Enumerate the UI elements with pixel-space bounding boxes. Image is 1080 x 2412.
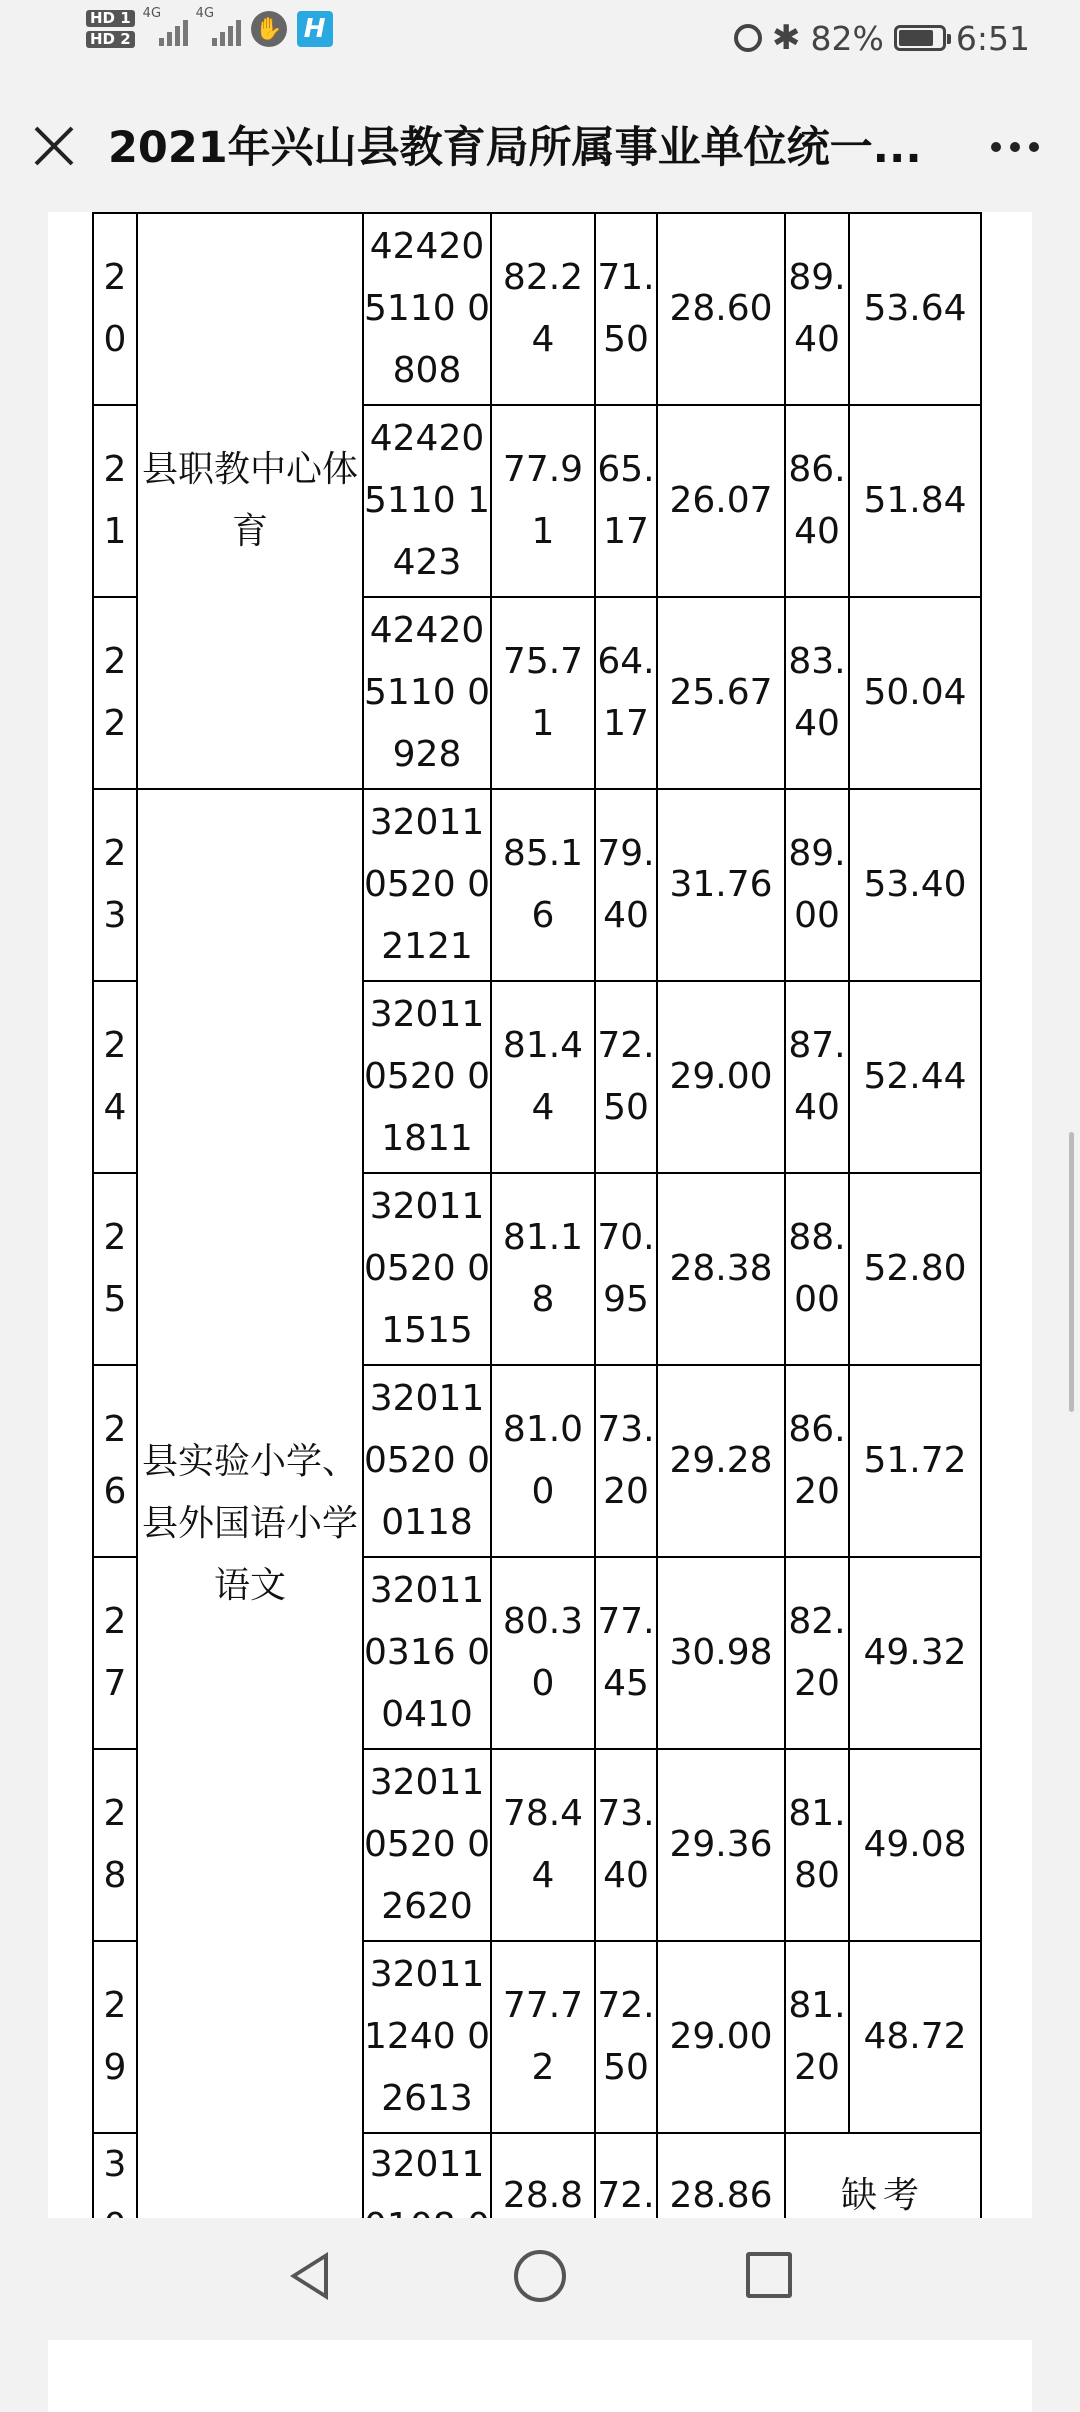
exam-id-cell: 320110520 01515 <box>363 1173 491 1365</box>
total-cell: 49.32 <box>849 1557 981 1749</box>
exam-id-cell: 320110520 01811 <box>363 981 491 1173</box>
total-cell: 50.04 <box>849 597 981 789</box>
page-title: 2021年兴山县教育局所属事业单位统一... <box>108 123 922 173</box>
absent-cell: 缺考 <box>785 2133 981 2259</box>
score-c-cell: 28.38 <box>657 1173 785 1365</box>
exam-id-cell: 424205110 0808 <box>363 213 491 405</box>
total-cell: 52.44 <box>849 981 981 1173</box>
article-content[interactable] <box>0 212 1080 2218</box>
app-notification-icon: H <box>297 11 333 47</box>
signal-1-icon: 4G <box>145 12 188 46</box>
clock: 6:51 <box>955 18 1030 58</box>
score-c-cell: 28.86 <box>657 2133 785 2259</box>
score-d-cell: 86.20 <box>785 1365 849 1557</box>
total-cell: 53.64 <box>849 213 981 405</box>
score-a-cell: 77.72 <box>491 1941 595 2133</box>
battery-percent: 82% <box>810 18 884 58</box>
score-a-cell: 85.16 <box>491 789 595 981</box>
score-c-cell: 29.28 <box>657 1365 785 1557</box>
score-a-cell: 28.8 <box>491 2133 595 2259</box>
score-c-cell: 30.98 <box>657 1557 785 1749</box>
navigation-bar <box>0 2218 1080 2340</box>
battery-icon <box>894 25 946 51</box>
bluetooth-icon: ✱ <box>772 18 801 58</box>
sim1-badge: HD 1 <box>86 10 135 27</box>
total-cell: 48.72 <box>849 1941 981 2133</box>
score-a-cell: 77.91 <box>491 405 595 597</box>
exam-id-cell: 320110316 00410 <box>363 1557 491 1749</box>
status-bar <box>0 0 1080 82</box>
row-number-cell: 3 <box>93 2133 137 2259</box>
score-a-cell: 81.18 <box>491 1173 595 1365</box>
score-a-cell: 80.30 <box>491 1557 595 1749</box>
score-c-cell: 29.36 <box>657 1749 785 1941</box>
alarm-icon <box>734 24 762 52</box>
score-d-cell: 89.00 <box>785 789 849 981</box>
score-table <box>92 212 982 2260</box>
exam-id-cell: 320111240 02613 <box>363 1941 491 2133</box>
row-number-cell: 20 <box>93 213 137 405</box>
scrollbar[interactable] <box>1069 1132 1074 1412</box>
score-a-cell: 78.44 <box>491 1749 595 1941</box>
score-d-cell: 88.00 <box>785 1173 849 1365</box>
score-a-cell: 81.44 <box>491 981 595 1173</box>
row-number-cell: 23 <box>93 789 137 981</box>
privacy-hand-icon: ✋ <box>251 11 287 47</box>
exam-id-cell: 424205110 0928 <box>363 597 491 789</box>
unit-cell: 县实验小学、县外国语小学语文 <box>137 789 363 2259</box>
row-number-cell: 21 <box>93 405 137 597</box>
score-c-cell: 29.00 <box>657 1941 785 2133</box>
exam-id-cell: 320110520 00118 <box>363 1365 491 1557</box>
score-d-cell: 87.40 <box>785 981 849 1173</box>
recent-apps-icon[interactable] <box>746 2252 792 2298</box>
title-bar <box>0 82 1080 212</box>
score-b-cell: 71.50 <box>595 213 657 405</box>
sim2-badge: HD 2 <box>86 31 135 48</box>
score-a-cell: 75.71 <box>491 597 595 789</box>
score-b-cell: 70.95 <box>595 1173 657 1365</box>
score-c-cell: 31.76 <box>657 789 785 981</box>
score-b-cell: 65.17 <box>595 405 657 597</box>
score-b-cell: 64.17 <box>595 597 657 789</box>
score-b-cell: 72. <box>595 2133 657 2259</box>
table-row <box>93 213 981 405</box>
total-cell: 53.40 <box>849 789 981 981</box>
score-d-cell: 86.40 <box>785 405 849 597</box>
total-cell: 49.08 <box>849 1749 981 1941</box>
row-number-cell: 29 <box>93 1941 137 2133</box>
row-number-cell: 28 <box>93 1749 137 1941</box>
score-c-cell: 28.60 <box>657 213 785 405</box>
score-d-cell: 83.40 <box>785 597 849 789</box>
home-icon[interactable] <box>514 2250 566 2302</box>
close-button[interactable] <box>26 118 82 174</box>
table-row <box>93 789 981 981</box>
score-d-cell: 81.80 <box>785 1749 849 1941</box>
exam-id-cell: 424205110 1423 <box>363 405 491 597</box>
unit-cell: 县职教中心体育 <box>137 213 363 789</box>
row-number-cell: 25 <box>93 1173 137 1365</box>
exam-id-cell: 32011 <box>363 2133 491 2259</box>
row-number-cell: 24 <box>93 981 137 1173</box>
score-b-cell: 77.45 <box>595 1557 657 1749</box>
score-b-cell: 79.40 <box>595 789 657 981</box>
score-c-cell: 25.67 <box>657 597 785 789</box>
total-cell: 52.80 <box>849 1173 981 1365</box>
score-d-cell: 89.40 <box>785 213 849 405</box>
total-cell: 51.84 <box>849 405 981 597</box>
score-a-cell: 81.00 <box>491 1365 595 1557</box>
score-b-cell: 72.50 <box>595 1941 657 2133</box>
row-number-cell: 27 <box>93 1557 137 1749</box>
exam-id-cell: 320110520 02620 <box>363 1749 491 1941</box>
score-c-cell: 29.00 <box>657 981 785 1173</box>
back-icon[interactable] <box>290 2252 328 2300</box>
score-c-cell: 26.07 <box>657 405 785 597</box>
exam-id-cell: 320110520 02121 <box>363 789 491 981</box>
score-d-cell: 81.20 <box>785 1941 849 2133</box>
score-b-cell: 73.20 <box>595 1365 657 1557</box>
score-a-cell: 82.24 <box>491 213 595 405</box>
row-number-cell: 26 <box>93 1365 137 1557</box>
sim-indicators <box>86 10 135 48</box>
signal-2-icon: 4G <box>198 12 241 46</box>
article-page <box>48 212 1032 2412</box>
total-cell: 51.72 <box>849 1365 981 1557</box>
score-b-cell: 72.50 <box>595 981 657 1173</box>
more-options-button[interactable] <box>980 122 1050 172</box>
row-number-cell: 22 <box>93 597 137 789</box>
score-b-cell: 73.40 <box>595 1749 657 1941</box>
score-d-cell: 82.20 <box>785 1557 849 1749</box>
close-icon <box>32 124 76 168</box>
